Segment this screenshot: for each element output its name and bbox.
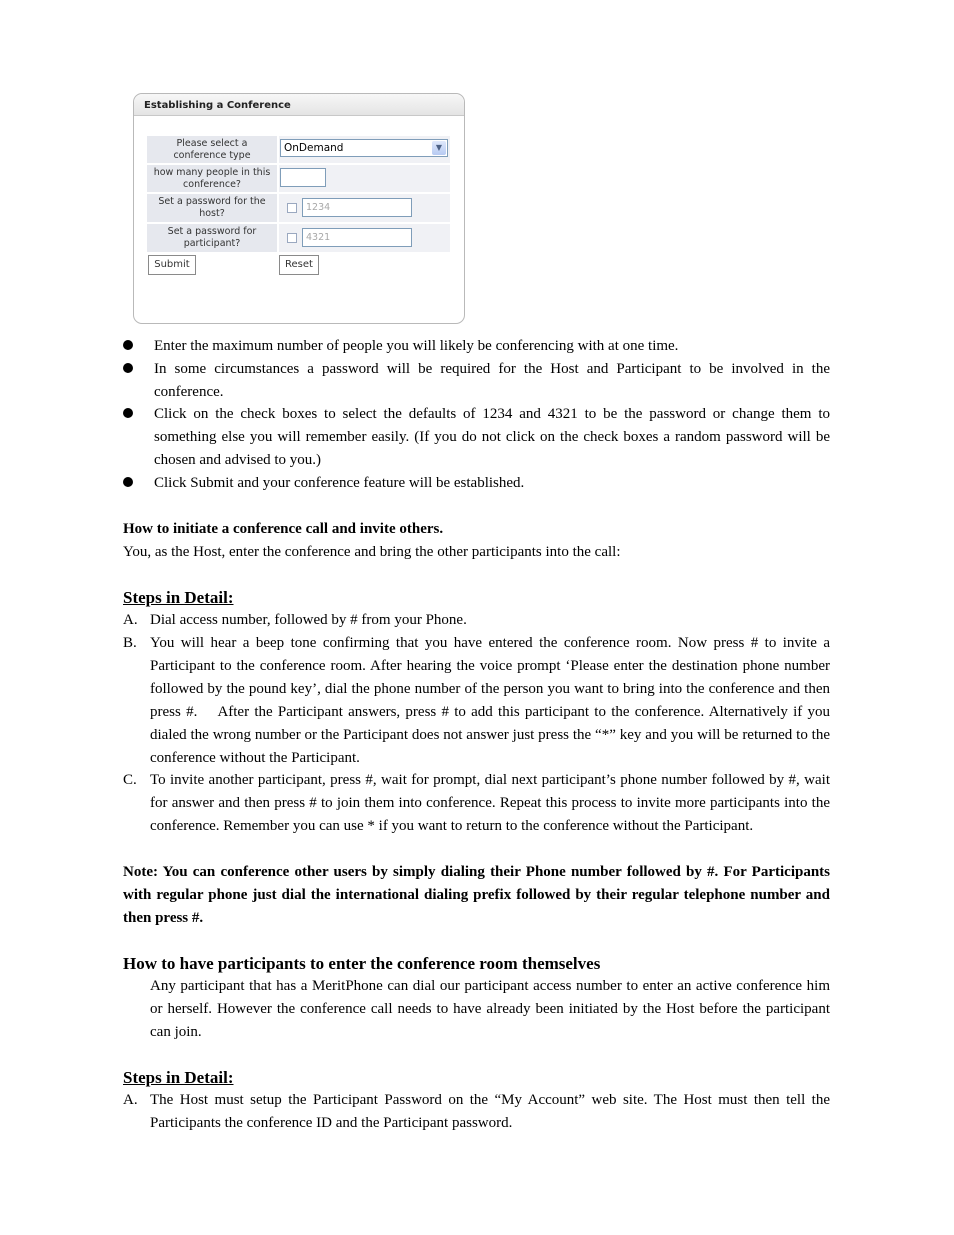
step-text: Dial access number, followed by # from your Phone. bbox=[150, 612, 467, 628]
participant-password-input[interactable]: 4321 bbox=[302, 228, 412, 247]
steps-heading: Steps in Detail: bbox=[123, 588, 234, 607]
people-count-label: how many people in this conference? bbox=[147, 165, 277, 192]
reset-button[interactable]: Reset bbox=[279, 255, 319, 275]
step-text: The Host must setup the Participant Password on the “My Account” web site. The Host must then tell the Participants the conference ID and the Participant password. bbox=[150, 1092, 830, 1131]
step-letter: A. bbox=[123, 1092, 138, 1108]
section-heading: How to initiate a conference call and invite others. bbox=[123, 521, 444, 537]
conference-form-panel bbox=[133, 93, 465, 324]
bullet-item: Enter the maximum number of people you will likely be conferencing with at one time. bbox=[154, 338, 679, 354]
section-intro: You, as the Host, enter the conference and bring the other participants into the call: bbox=[123, 544, 621, 560]
section-body: Any participant that has a MeritPhone can dial our participant access number to enter an active conference him or herself. However the conference call needs to have already been initiated by the Host before the participant can join. bbox=[150, 978, 830, 1040]
step-letter: B. bbox=[123, 635, 137, 651]
bullet-dot bbox=[123, 408, 133, 418]
step-letter: A. bbox=[123, 612, 138, 628]
conference-type-label: Please select a conference type bbox=[147, 136, 277, 163]
submit-button[interactable]: Submit bbox=[148, 255, 196, 275]
bullet-dot bbox=[123, 340, 133, 350]
bullet-dot bbox=[123, 363, 133, 373]
chevron-down-icon[interactable]: ▼ bbox=[432, 141, 446, 155]
steps-heading: Steps in Detail: bbox=[123, 1068, 234, 1087]
participant-password-checkbox[interactable] bbox=[287, 233, 297, 243]
bullet-item: Click Submit and your conference feature will be established. bbox=[154, 475, 525, 491]
bullet-item: In some circumstances a password will be required for the Host and Participant to be involved in the conference. bbox=[154, 361, 830, 400]
host-password-label: Set a password for the host? bbox=[147, 194, 277, 222]
conference-type-select[interactable] bbox=[280, 139, 448, 157]
conference-type-value: OnDemand bbox=[284, 142, 344, 154]
form-title: Establishing a Conference bbox=[134, 94, 464, 116]
bullet-dot bbox=[123, 477, 133, 487]
people-count-input[interactable] bbox=[280, 168, 326, 187]
host-password-checkbox[interactable] bbox=[287, 203, 297, 213]
step-letter: C. bbox=[123, 772, 137, 788]
step-text: To invite another participant, press #, wait for prompt, dial next participant’s phone number followed by #, wait for answer and then press # to join them into conference. Repeat this process to invite more participants into the conference. Remember you can use * if you want to return to the conference without the Participant. bbox=[150, 772, 830, 834]
participant-password-label: Set a password for participant? bbox=[147, 224, 277, 252]
note-text: Note: You can conference other users by simply dialing their Phone number followed by #. For Participants with regular phone just dial the international dialing prefix followed by their regular telephone number and then press #. bbox=[123, 864, 830, 926]
step-text: You will hear a beep tone confirming that you have entered the conference room. Now press # to invite a Participant to the conference room. After hearing the voice prompt ‘Please enter the destination phone number followed by the pound key’, dial the phone number of the person you want to bring into the conference and then press #. After the Participant answers, press # to add this participant to the conference. Alternatively if you dialed the wrong number or the Participant does not answer just press the “*” key and you will be returned to the conference without the Participant. bbox=[150, 635, 830, 766]
host-password-input[interactable]: 1234 bbox=[302, 198, 412, 217]
bullet-item: Click on the check boxes to select the defaults of 1234 and 4321 to be the password or change them to something else you will remember easily. (If you do not click on the check boxes a random password will be chosen and advised to you.) bbox=[154, 406, 830, 468]
section-heading: How to have participants to enter the conference room themselves bbox=[123, 954, 601, 973]
